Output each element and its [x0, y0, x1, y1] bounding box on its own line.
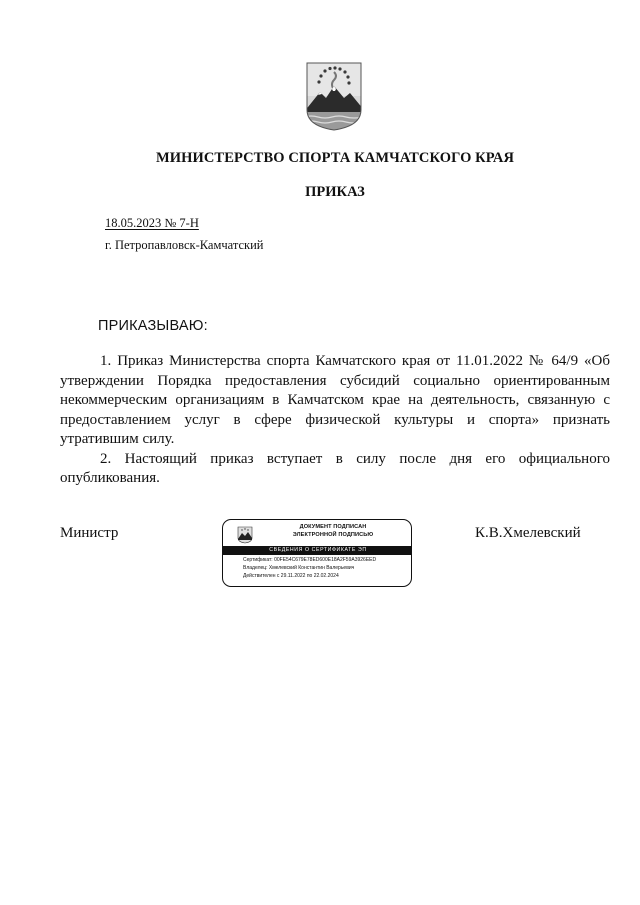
order-word: ПРИКАЗЫВАЮ:: [98, 318, 208, 334]
stamp-header-line-1: ДОКУМЕНТ ПОДПИСАН: [299, 524, 367, 530]
ministry-title: МИНИСТЕРСТВО СПОРТА КАМЧАТСКОГО КРАЯ: [155, 150, 515, 166]
signer-name: К.В.Хмелевский: [475, 525, 581, 541]
kamchatka-coat-of-arms-icon: [304, 60, 364, 132]
stamp-validity: Действителен с 29.11.2022 по 22.02.2024: [243, 572, 339, 579]
stamp-band: СВЕДЕНИЯ О СЕРТИФИКАТЕ ЭП: [223, 546, 412, 555]
stamp-header-line-2: ЭЛЕКТРОННОЙ ПОДПИСЬЮ: [292, 531, 374, 538]
stamp-header: [253, 524, 412, 539]
document-date-number: 18.05.2023 № 7-Н: [105, 216, 199, 230]
stamp-owner: Владелец: Хмелевский Константин Валерьевич: [243, 564, 355, 571]
document-city: г. Петропавловск-Камчатский: [105, 238, 264, 252]
document-type-title: ПРИКАЗ: [305, 184, 365, 200]
order-body: [60, 352, 610, 489]
signer-position: Министр: [60, 525, 119, 541]
stamp-certificate: Сертификат: 00FE54C679E78ED600E18A2F59A3926EED: [243, 557, 377, 563]
order-paragraph-1: 1. Приказ Министерства спорта Камчатского края от 11.01.2022 № 64/9 «Об утверждении Порядка предоставления субсидий социально ориентированным некоммерческим организациям в Камчатском крае на деятельность, связанную с предоставлением услуг в сфере физической культуры и спорта» признать утратившим силу.: [60, 353, 610, 447]
electronic-signature-stamp: [222, 519, 412, 587]
kamchatka-coat-of-arms-icon: [237, 526, 253, 544]
stamp-details: [243, 557, 376, 580]
order-paragraph-2: 2. Настоящий приказ вступает в силу после дня его официального опубликования.: [60, 450, 610, 486]
